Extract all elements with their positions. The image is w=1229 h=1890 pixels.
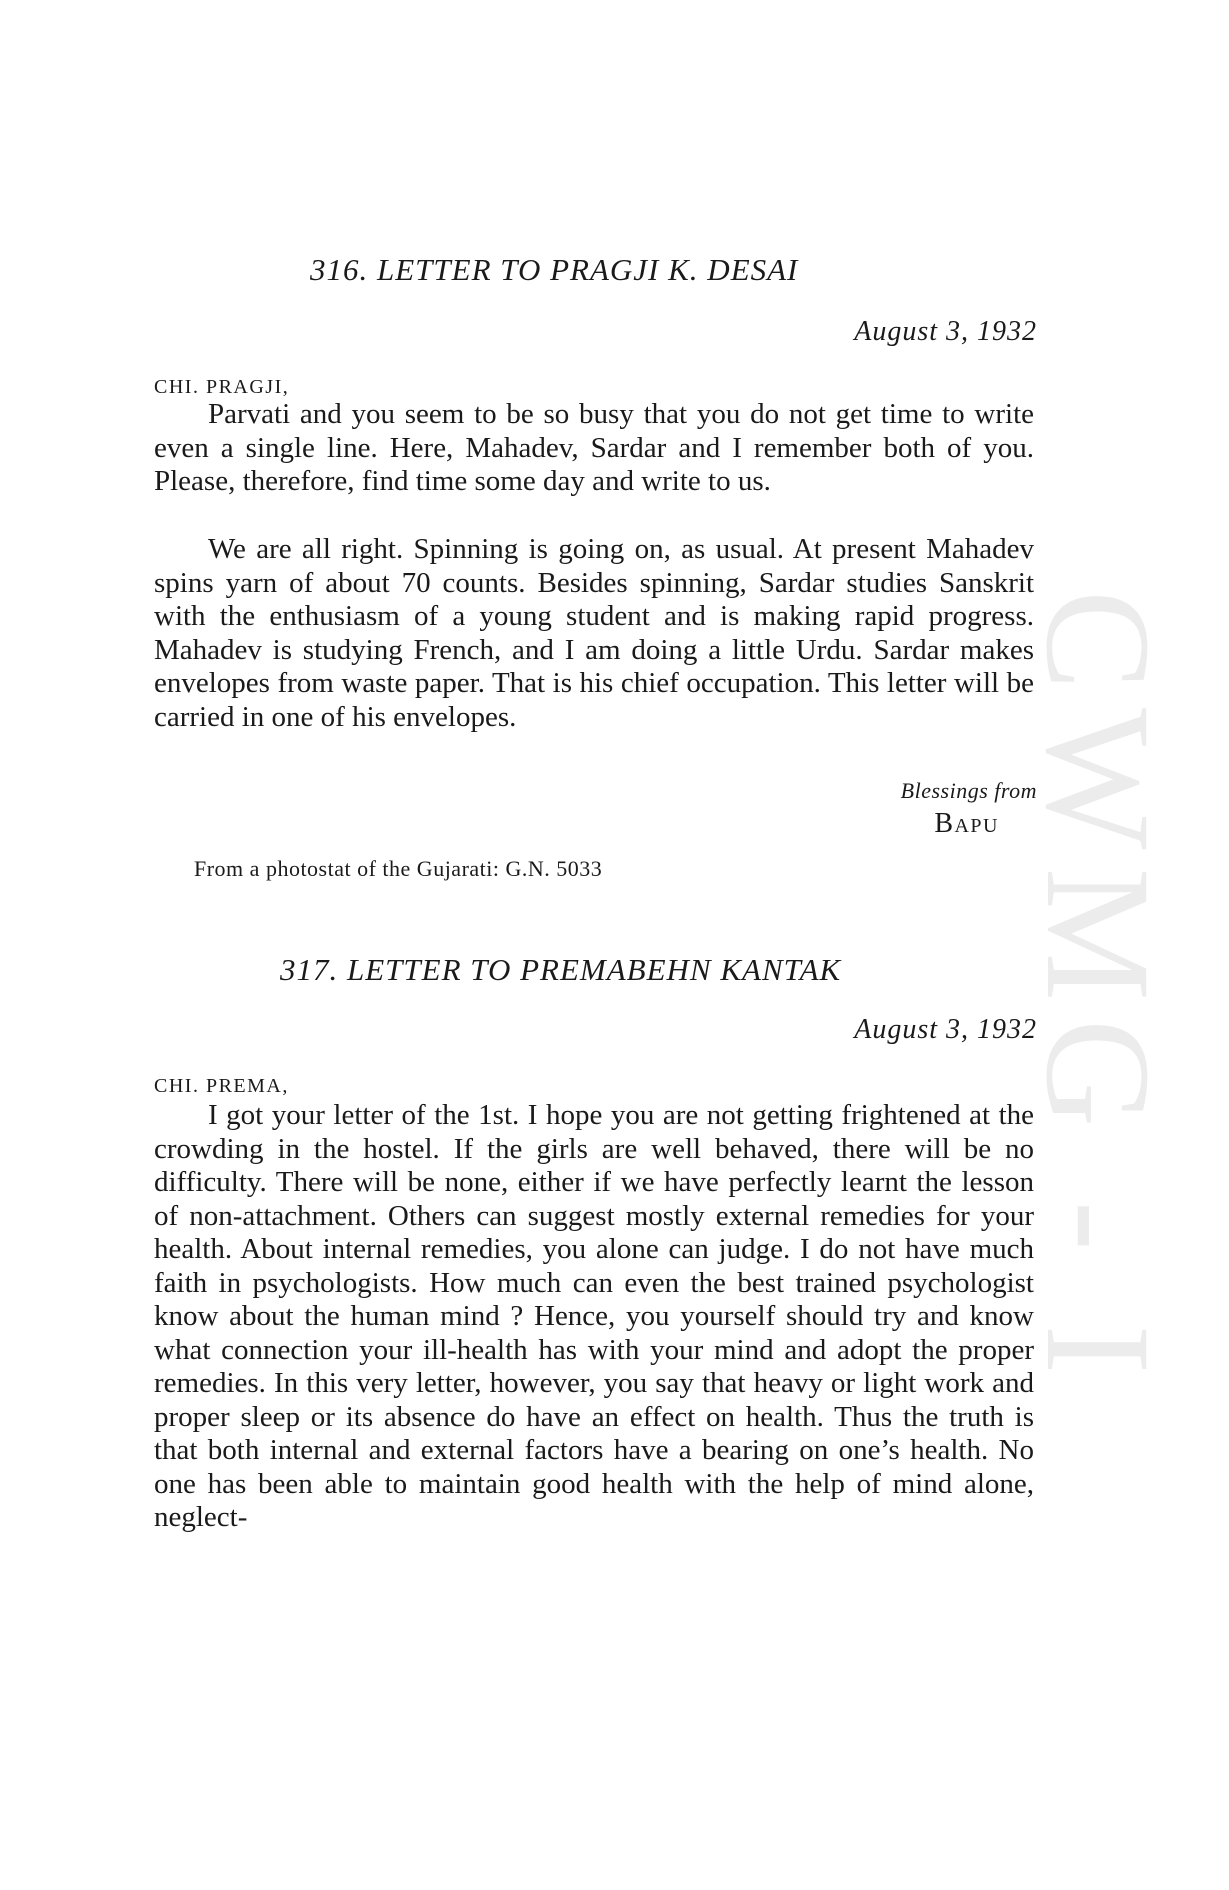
paragraph: I got your letter of the 1st. I hope you are not getting frightened at the crowding in the hostel. If the girls are well behaved, there will be no difficulty. There will be none, either if we have perfectly learnt the lesson of non-attachment. Others can suggest mostly external remedies for your health. About internal remedies, you alone can judge. I do not have much faith in psychologists. How much can even the best trained psychologist know about the human mind ? Hence, you yourself should try and know what connection your ill-health has with your mind and adopt the proper remedies. In this very letter, however, you say that heavy or light work and proper sleep or its absence do have an effect on health. Thus the truth is that both internal and external factors have a bearing on one’s health. No one has been able to maintain good health with the help of mind alone, neglect-	[154, 1099, 1034, 1533]
closing: Blessings from	[900, 778, 1037, 803]
letter-date: August 3, 1932	[854, 316, 1037, 347]
source-note: From a photostat of the Gujarati: G.N. 5033	[194, 856, 603, 881]
signature: Bapu	[934, 808, 999, 839]
salutation: CHI. PRAGJI,	[154, 376, 290, 398]
salutation: CHI. PREMA,	[154, 1075, 289, 1097]
letter-title: 316. LETTER TO PRAGJI K. DESAI	[310, 252, 799, 287]
page-number	[0, 1578, 1046, 1610]
paragraph: Parvati and you seem to be so busy that you do not get time to write even a single line. Here, Mahadev, Sardar and I remember both of you. Please, therefore, find time some day and write to us.	[154, 398, 1034, 497]
paragraph: We are all right. Spinning is going on, as usual. At present Mahadev spins yarn of about 70 counts. Besides spinning, Sardar studies Sanskrit with the enthusiasm of a young student and is making rapid progress. Mahadev is studying French, and I am doing a little Urdu. Sardar makes envelopes from waste paper. That is his chief occupation. This letter will be carried in one of his envelopes.	[154, 533, 1034, 733]
letter-date: August 3, 1932	[854, 1014, 1037, 1045]
letter-title: 317. LETTER TO PREMABEHN KANTAK	[280, 952, 842, 987]
watermark: CWMG - I	[1015, 590, 1181, 1393]
